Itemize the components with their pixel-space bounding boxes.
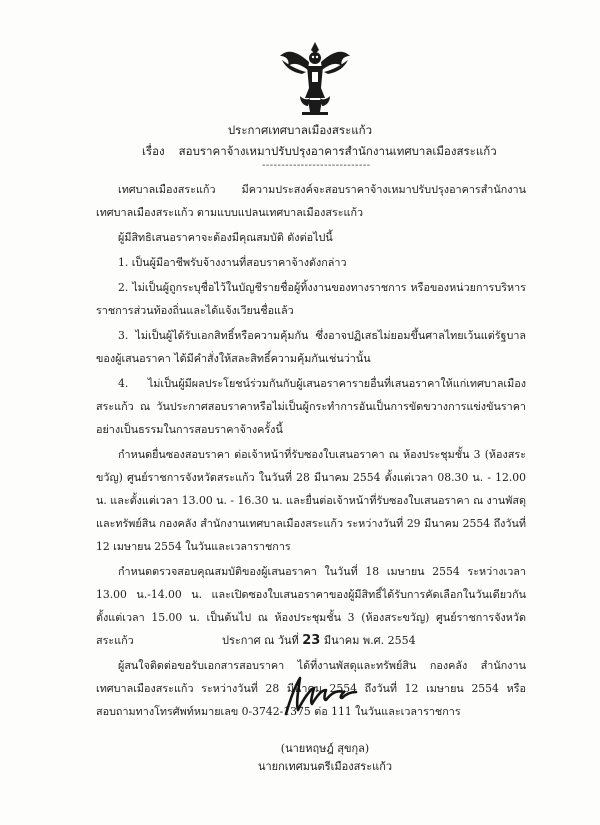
opening-paragraph: กำหนดตรวจสอบคุณสมบัติของผู้เสนอราคา ในวันที่ 18 เมษายน 2554 ระหว่างเวลา 13.00 น.-14.00 น. และเปิดซองใบเสนอราคาของผู้มีสิทธิ์ได้รับการคัดเลือกในวันเดียวกันตั้งแต่เวลา 15.00 น. เป็นต้นไป ณ ห้องประชุมชั้น 3 (ห้องสระขวัญ) ศูนย์ราชการจังหวัดสระแก้ว bbox=[96, 565, 526, 647]
subject-label: เรื่อง bbox=[142, 144, 165, 158]
garuda-emblem bbox=[278, 38, 352, 118]
intro-paragraph: เทศบาลเมืองสระแก้ว มีความประสงค์จะสอบราคาจ้างเหมาปรับปรุงอาคารสำนักงานเทศบาลเมืองสระแก้ว ตามแบบแปลนเทศบาลเมืองสระแก้ว bbox=[96, 183, 526, 219]
subject-text: สอบราคาจ้างเหมาปรับปรุงอาคารสำนักงานเทศบาลเมืองสระแก้ว bbox=[178, 144, 497, 158]
contact-paragraph: ผู้สนใจติดต่อขอรับเอกสารสอบราคา ได้ที่งานพัสดุและทรัพย์สิน กองคลัง สำนักงานเทศบาลเมืองสระแก้ว ระหว่างวันที่ 28 มีนาคม 2554 ถึงวันที่ 12 เมษายน 2554 หรือสอบถามทางโทรศัพท์หมายเลข 0-3742-1375 ต่อ 111 ในวันและเวลาราชการ bbox=[96, 659, 526, 718]
date-prefix: ประกาศ ณ วันที่ bbox=[222, 634, 299, 647]
issuer-title: ประกาศเทศบาลเมืองสระแก้ว bbox=[227, 123, 373, 137]
signer-block bbox=[250, 740, 400, 776]
handwritten-signature bbox=[280, 670, 360, 718]
signer-title: นายกเทศมนตรีเมืองสระแก้ว bbox=[257, 760, 393, 773]
signer-name: (นายหฤษฎ์ สุขกุล) bbox=[280, 742, 370, 755]
submission-paragraph: กำหนดยื่นซองสอบราคา ต่อเจ้าหน้าที่รับซองใบเสนอราคา ณ ห้องประชุมชั้น 3 (ห้องสระขวัญ) ศูนย์ราชการจังหวัดสระแก้ว ในวันที่ 28 มีนาคม 2554 ตั้งแต่เวลา 08.30 น. - 12.00 น. และตั้งแต่เวลา 13.00 น. - 16.30 น. และยื่นต่อเจ้าหน้าที่รับซองใบเสนอราคา ณ งานพัสดุและทรัพย์สิน กองคลัง สำนักงานเทศบาลเมืองสระแก้ว ระหว่างวันที่ 29 มีนาคม 2554 ถึงวันที่ 12 เมษายน 2554 ในวันและเวลาราชการ bbox=[96, 448, 526, 553]
subject-line bbox=[142, 143, 497, 161]
qualification-item: 1. เป็นผู้มีอาชีพรับจ้างงานที่สอบราคาจ้างดังกล่าว bbox=[118, 256, 347, 269]
qualification-item: 3. ไม่เป็นผู้ได้รับเอกสิทธิ์หรือความคุ้มกัน ซึ่งอาจปฏิเสธไม่ยอมขึ้นศาลไทยเว้นแต่รัฐบาลของผู้เสนอราคา ได้มีคำสั่งให้สละสิทธิ์ความคุ้มกันเช่นว่านั้น bbox=[96, 329, 526, 365]
qualification-item: 4. ไม่เป็นผู้มีผลประโยชน์ร่วมกันกับผู้เสนอราคารายอื่นที่เสนอราคาให้แก่เทศบาลเมืองสระแก้ว ณ วันประกาศสอบราคาหรือไม่เป็นผู้กระทำการอันเป็นการขัดขวางการแข่งขันราคาอย่างเป็นธรรมในการสอบราคาจ้างครั้งนี้ bbox=[96, 377, 526, 436]
date-suffix: มีนาคม พ.ศ. 2554 bbox=[323, 634, 416, 647]
qualifications-heading: ผู้มีสิทธิเสนอราคาจะต้องมีคุณสมบัติ ดังต่อไปนี้ bbox=[118, 231, 333, 244]
announcement-date bbox=[222, 631, 416, 649]
date-day: 23 bbox=[302, 633, 321, 648]
title-divider: ---------------------------- bbox=[262, 160, 371, 171]
qualification-item: 2. ไม่เป็นผู้ถูกระบุชื่อไว้ในบัญชีรายชื่อผู้ทิ้งงานของทางราชการ หรือของหน่วยการบริหารราชการส่วนท้องถิ่นและได้แจ้งเวียนชื่อแล้ว bbox=[96, 281, 526, 317]
